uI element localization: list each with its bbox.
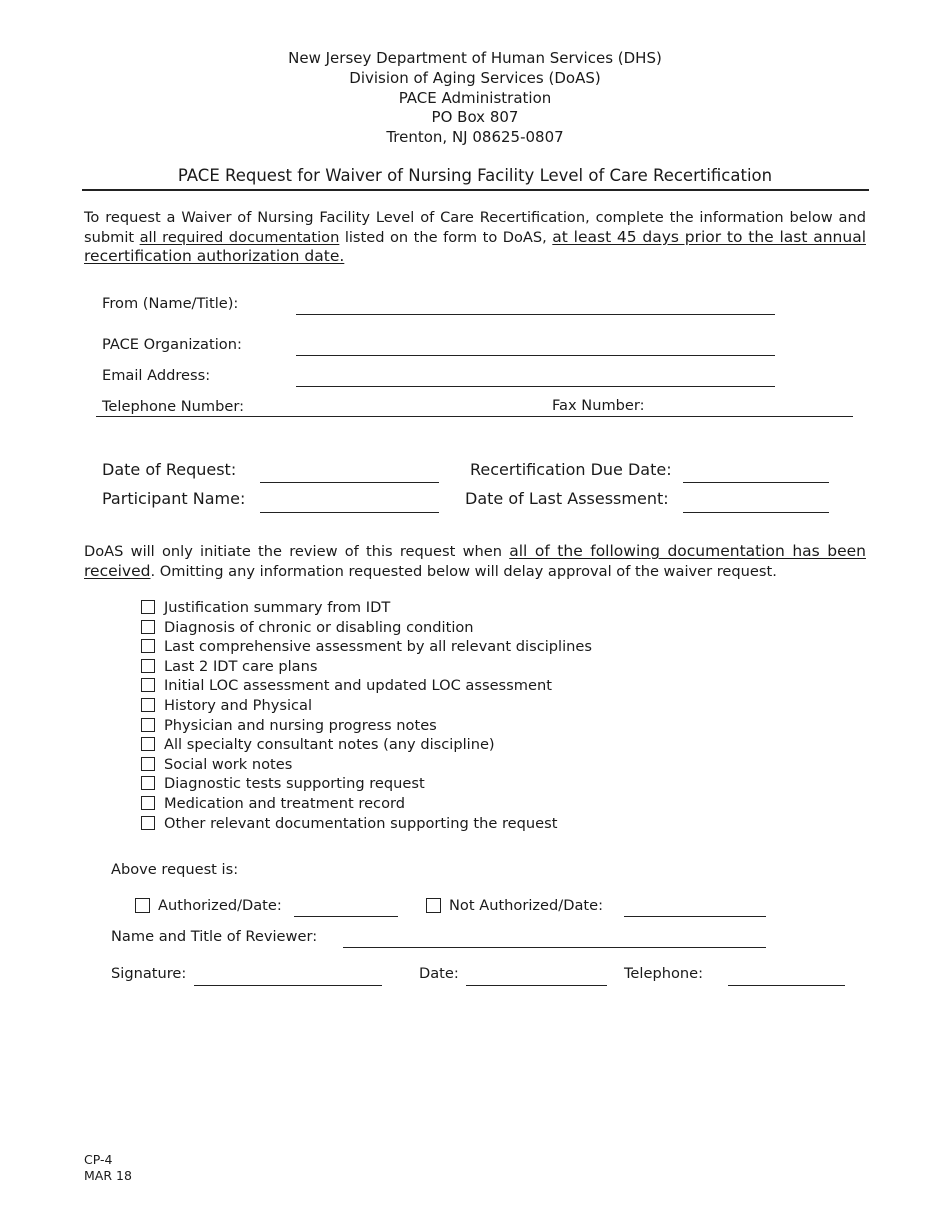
fax-label: Fax Number: (552, 397, 645, 414)
not-authorized-checkbox[interactable] (426, 898, 441, 913)
checkbox[interactable] (141, 776, 155, 790)
checklist-item-label: Justification summary from IDT (164, 599, 391, 616)
date-request-field[interactable] (260, 482, 439, 483)
checklist-item-label: Social work notes (164, 755, 293, 773)
notice-underline: all of the following documentation has been received (84, 542, 866, 580)
checkbox[interactable] (141, 620, 155, 634)
participant-field[interactable] (260, 512, 439, 513)
checkbox[interactable] (141, 757, 155, 771)
header-line-pobox: PO Box 807 (431, 108, 519, 127)
checkbox[interactable] (141, 718, 155, 732)
title-rule (82, 189, 869, 191)
last-assessment-label: Date of Last Assessment: (465, 489, 669, 508)
intro-underline-deadline: at least 45 days prior to the last annual recertification authorization date. (84, 227, 866, 266)
reviewer-label: Name and Title of Reviewer: (111, 928, 318, 945)
authorized-label: Authorized/Date: (158, 897, 282, 914)
checklist-item-label: All specialty consultant notes (any discipline) (164, 736, 495, 754)
phone-label: Telephone Number: (102, 398, 245, 415)
agency-header (0, 49, 950, 148)
participant-label: Participant Name: (102, 489, 246, 508)
checklist-item-label: Medication and treatment record (164, 794, 406, 812)
review-date-label: Date: (419, 965, 459, 982)
review-date-field[interactable] (466, 985, 607, 986)
not-authorized-label: Not Authorized/Date: (449, 897, 604, 914)
signature-label: Signature: (111, 965, 187, 982)
intro-underline-docs: all required documentation (139, 228, 340, 246)
checklist-item-label: Diagnostic tests supporting request (164, 775, 425, 793)
phone-fax-field[interactable] (96, 416, 853, 417)
documentation-notice (84, 542, 866, 581)
form-title: PACE Request for Waiver of Nursing Facility Level of Care Recertification (177, 166, 773, 185)
checkbox[interactable] (141, 678, 155, 692)
checkbox[interactable] (141, 659, 155, 673)
telephone-field[interactable] (728, 985, 845, 986)
checklist-item-label: Physician and nursing progress notes (164, 716, 437, 734)
last-assessment-field[interactable] (683, 512, 829, 513)
header-line-admin: PACE Administration (398, 88, 552, 107)
notice-text-2: . Omitting any information requested below will delay approval of the waiver request. (150, 562, 777, 580)
checkbox[interactable] (141, 639, 155, 653)
from-field[interactable] (296, 314, 775, 315)
recert-due-field[interactable] (683, 482, 829, 483)
notice-text-1: DoAS will only initiate the review of this request when (84, 543, 510, 560)
recert-due-label: Recertification Due Date: (470, 460, 672, 479)
authorized-checkbox[interactable] (135, 898, 150, 913)
checklist-item-label: Diagnosis of chronic or disabling condition (164, 618, 474, 636)
checkbox[interactable] (141, 698, 155, 712)
intro-text-2: listed on the form to DoAS, (339, 228, 553, 246)
checklist-item-label: Other relevant documentation supporting the request (164, 814, 558, 832)
email-label: Email Address: (102, 367, 211, 384)
intro-text-1: To request a Waiver of Nursing Facility Level of Care Recertification, complete the information below and submit (84, 209, 866, 246)
checkbox[interactable] (141, 737, 155, 751)
checkbox[interactable] (141, 796, 155, 810)
checklist-item-label: Last 2 IDT care plans (164, 657, 318, 675)
signature-field[interactable] (194, 985, 382, 986)
checklist-item-label: Last comprehensive assessment by all relevant disciplines (164, 638, 592, 656)
telephone-label: Telephone: (624, 965, 704, 982)
not-authorized-date-field[interactable] (624, 916, 766, 917)
authorized-date-field[interactable] (294, 916, 398, 917)
checkbox[interactable] (141, 600, 155, 614)
checkbox[interactable] (141, 816, 155, 830)
checklist-item-label: Initial LOC assessment and updated LOC assessment (164, 677, 552, 695)
date-request-label: Date of Request: (102, 460, 237, 479)
form-footer (84, 1152, 132, 1184)
org-field[interactable] (296, 355, 775, 356)
intro-paragraph (84, 208, 866, 267)
org-label: PACE Organization: (102, 336, 242, 353)
review-heading: Above request is: (111, 861, 239, 878)
header-line-division: Division of Aging Services (DoAS) (349, 68, 601, 87)
form-id: CP-4 (84, 1152, 113, 1167)
header-line-dept: New Jersey Department of Human Services (DHS) (288, 49, 662, 67)
email-field[interactable] (296, 386, 775, 387)
header-line-city: Trenton, NJ 08625-0807 (386, 128, 564, 147)
from-label: From (Name/Title): (102, 295, 239, 312)
form-revision: MAR 18 (84, 1168, 132, 1183)
checklist-item-label: History and Physical (164, 696, 313, 714)
reviewer-field[interactable] (343, 947, 766, 948)
